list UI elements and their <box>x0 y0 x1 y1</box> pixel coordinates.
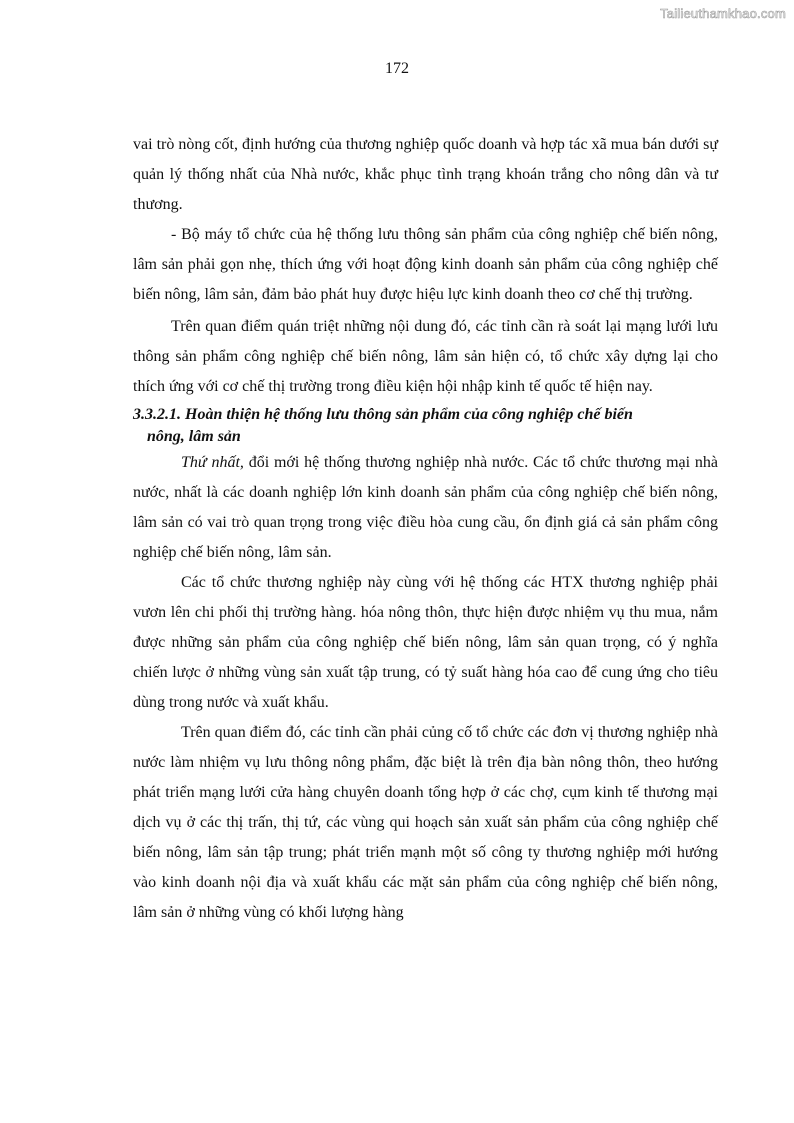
page-number: 172 <box>385 60 409 77</box>
paragraph-consolidation: Trên quan điểm đó, các tỉnh cần phải củng cố tổ chức các đơn vị thương nghiệp nhà nước làm nhiệm vụ lưu thông nông phẩm, đặc biệt là trên địa bàn nông thôn, theo hướng phát triển mạng lưới cửa hàng chuyên doanh tổng hợp ở các chợ, cụm kinh tế thương mại dịch vụ ở các thị trấn, thị tứ, các vùng qui hoạch sản xuất sản phẩm của công nghiệp chế biến nông, lâm sản tập trung; phát triển mạnh một số công ty thương nghiệp mới hướng vào kinh doanh nội địa và xuất khẩu các mặt sản phẩm của công nghiệp chế biến nông, lâm sản ở những vùng có khối lượng hàng <box>133 724 718 921</box>
section-heading-line-1: 3.3.2.1. Hoàn thiện hệ thống lưu thông sản phẩm của công nghiệp chế biến <box>133 406 633 423</box>
paragraph-bullet-organization: - Bộ máy tổ chức của hệ thống lưu thông sản phẩm của công nghiệp chế biến nông, lâm sản phải gọn nhẹ, thích ứng với hoạt động kinh doanh sản phẩm của công nghiệp chế biến nông, lâm sản, đảm bảo phát huy được hiệu lực kinh doanh theo cơ chế thị trường. <box>133 226 718 303</box>
paragraph-lead-phrase: Thứ nhất, <box>181 454 244 471</box>
paragraph-continuation: vai trò nòng cốt, định hướng của thương nghiệp quốc doanh và hợp tác xã mua bán dưới sự quản lý thống nhất của Nhà nước, khắc phục tình trạng khoán trắng cho nông dân và tư thương. <box>133 136 718 213</box>
section-heading-line-2: nông, lâm sản <box>147 428 241 445</box>
paragraph-first-point <box>133 448 718 568</box>
section-heading-3-3-2-1 <box>133 404 718 448</box>
watermark-text: Tailieuthamkhao.com <box>660 6 786 21</box>
paragraph-viewpoint: Trên quan điểm quán triệt những nội dung đó, các tỉnh cần rà soát lại mạng lưới lưu thông sản phẩm công nghiệp chế biến nông, lâm sản hiện có, tổ chức xây dựng lại cho thích ứng với cơ chế thị trường trong điều kiện hội nhập kinh tế quốc tế hiện nay. <box>133 318 718 395</box>
paragraph-first-point-text: đổi mới hệ thống thương nghiệp nhà nước. Các tổ chức thương mại nhà nước, nhất là các doanh nghiệp lớn kinh doanh sản phẩm của công nghiệp chế biến nông, lâm sản có vai trò quan trọng trong việc điều hòa cung cầu, ổn định giá cả sản phẩm công nghiệp chế biến nông, lâm sản. <box>133 454 718 561</box>
paragraph-commercial-organizations: Các tổ chức thương nghiệp này cùng với hệ thống các HTX thương nghiệp phải vươn lên chi phối thị trường hàng. hóa nông thôn, thực hiện được nhiệm vụ thu mua, nắm được những sản phẩm của công nghiệp chế biến nông, lâm sản quan trọng, có ý nghĩa chiến lược ở những vùng sản xuất tập trung, có tỷ suất hàng hóa cao để cung ứng cho tiêu dùng trong nước và xuất khẩu. <box>133 574 718 711</box>
document-body <box>133 130 718 928</box>
